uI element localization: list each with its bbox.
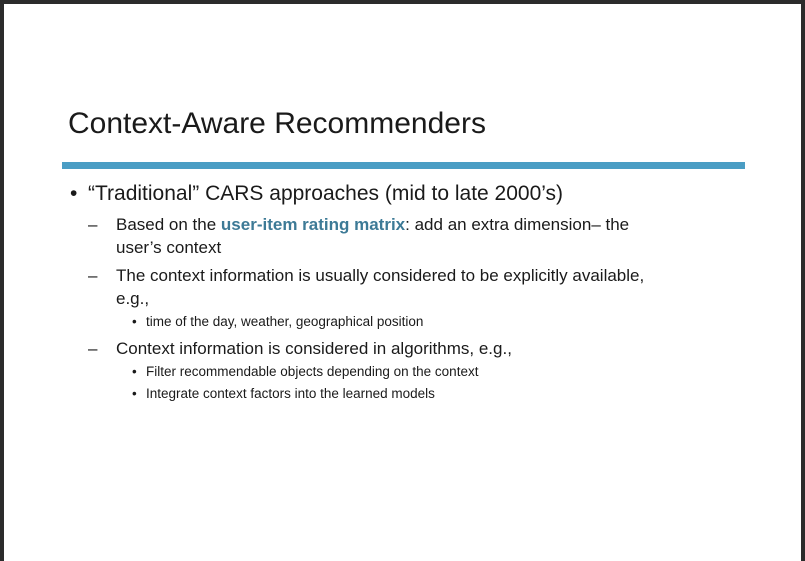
bullet-dot-icon: • — [132, 314, 137, 329]
bullet-main — [70, 180, 750, 208]
slide — [4, 4, 801, 561]
sub-bullet-text: The context information is usually considered to be explicitly available, e.g., — [116, 266, 645, 308]
slide-title: Context-Aware Recommenders — [68, 107, 486, 140]
bullet-list — [70, 180, 750, 404]
sub-sub-bullet — [132, 362, 750, 382]
highlight-term: user-item rating matrix — [220, 215, 406, 234]
sub-bullet-text: Context information is considered in algorithms, e.g., — [116, 339, 512, 358]
sub-sub-bullet — [132, 384, 750, 404]
sub-bullet-algorithms — [88, 337, 750, 360]
bullet-main-text: “Traditional” CARS approaches (mid to late 2000’s) — [88, 182, 564, 205]
bullet-dot-icon: • — [70, 182, 78, 205]
sub-bullet-text-after: : add an extra dimension– the user’s context — [116, 215, 630, 257]
sub-sub-bullet — [132, 312, 750, 332]
sub-bullet-rating-matrix — [88, 213, 750, 259]
dash-icon: – — [88, 339, 98, 358]
title-divider-bar — [62, 162, 745, 169]
dash-icon: – — [88, 266, 98, 285]
bullet-dot-icon: • — [132, 386, 137, 401]
sub-sub-bullet-text: Integrate context factors into the learned models — [146, 386, 435, 401]
sub-bullet-text-before: Based on the — [116, 215, 221, 234]
dash-icon: – — [88, 215, 98, 234]
title-divider — [62, 162, 745, 169]
sub-bullet-text — [116, 213, 656, 259]
sub-bullet-explicit-context — [88, 264, 750, 310]
bullet-dot-icon: • — [132, 364, 137, 379]
sub-sub-bullet-text: time of the day, weather, geographical position — [146, 314, 424, 329]
sub-sub-bullet-text: Filter recommendable objects depending on the context — [146, 364, 479, 379]
